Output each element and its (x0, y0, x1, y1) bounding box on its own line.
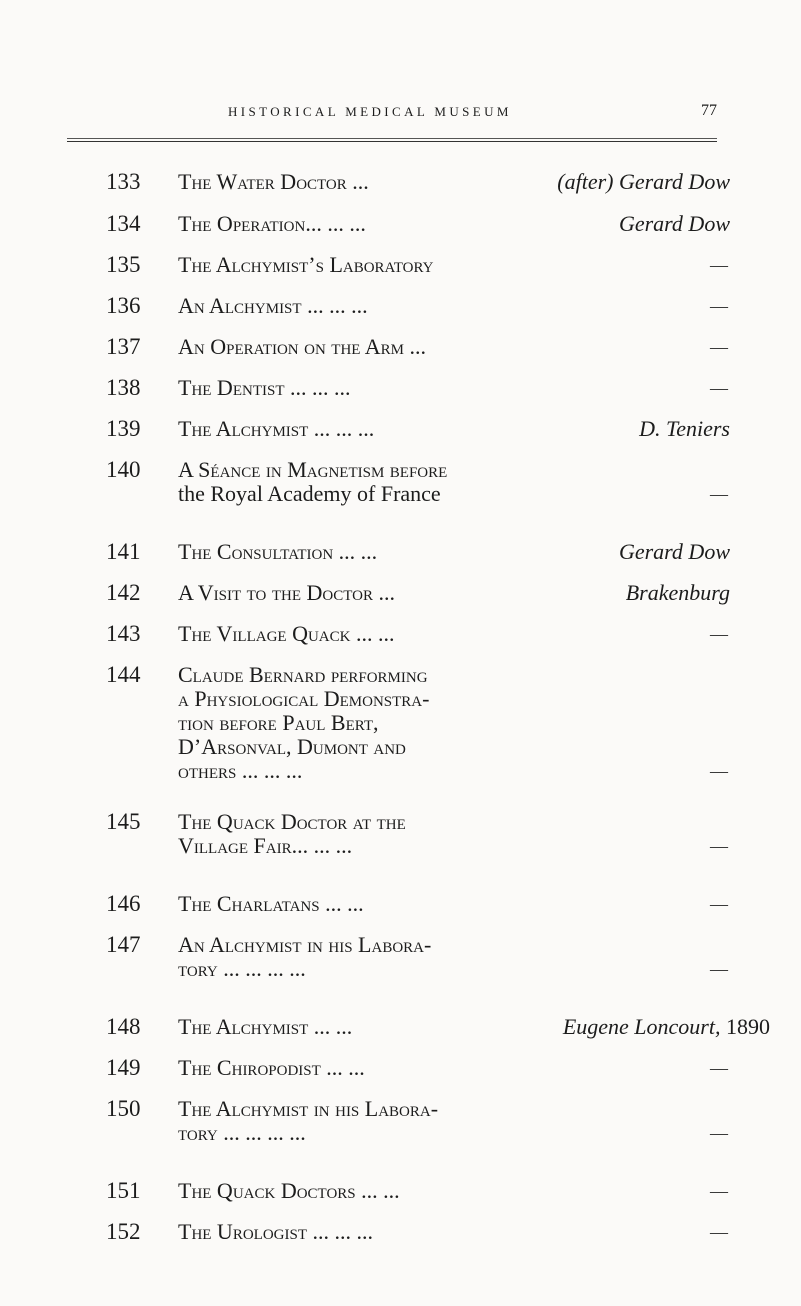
entry-attribution-text: D. Teniers (639, 416, 730, 441)
page-header (131, 104, 717, 124)
entry-title-line: The Quack Doctor at the (178, 809, 406, 834)
entry-title-line: The Urologist ... ... ... (178, 1219, 373, 1244)
entry-title-line: The Alchymist in his Labora- (178, 1096, 439, 1121)
entry-title (178, 458, 512, 506)
entry-title (178, 892, 512, 916)
entry-attribution (710, 957, 728, 981)
entry-number: 138 (106, 375, 141, 400)
entry-title-line: tory ... ... ... ... (178, 1120, 306, 1145)
entry-title-line: a Physiological Demonstra- (178, 686, 430, 711)
entry-title (178, 933, 512, 981)
entry-attribution (619, 540, 730, 564)
entry-attribution-text: — (710, 1181, 728, 1201)
header-rule-thin (67, 138, 717, 139)
entry-title (178, 663, 512, 783)
entry-attribution-text: — (710, 484, 728, 504)
entry-attribution-text: (after) Gerard Dow (557, 169, 730, 194)
entry-number: 146 (106, 891, 141, 916)
entry-attribution (710, 335, 728, 359)
entry-title-line: An Alchymist ... ... ... (178, 293, 368, 318)
entry-title-line: others ... ... ... (178, 758, 303, 783)
entry-attribution (710, 1179, 728, 1203)
entry-title-line: The Water Doctor ... (178, 169, 369, 194)
entry-title (178, 810, 512, 858)
entry-number: 148 (106, 1014, 141, 1039)
entry-number: 136 (106, 293, 141, 318)
entry-attribution-text: — (710, 296, 728, 316)
entry-number: 142 (106, 580, 141, 605)
entry-number: 144 (106, 662, 141, 687)
entry-attribution (710, 1220, 728, 1244)
entry-title (178, 1015, 512, 1039)
entry-title (178, 1056, 512, 1080)
entry-title-line: The Village Quack ... ... (178, 621, 395, 646)
entry-attribution-text: Eugene Loncourt, (562, 1014, 721, 1039)
entry-attribution (626, 581, 730, 605)
entry-title-line: The Quack Doctors ... ... (178, 1178, 400, 1203)
entry-title (178, 581, 512, 605)
entry-attribution-text: — (710, 378, 728, 398)
entry-attribution (710, 834, 728, 858)
entry-title (178, 1097, 512, 1145)
entry-attribution (619, 212, 730, 236)
entry-attribution-text: — (710, 1058, 728, 1078)
entry-number: 147 (106, 932, 141, 957)
entry-attribution-text: — (710, 1222, 728, 1242)
entry-title (178, 335, 512, 359)
entry-number: 133 (106, 169, 141, 194)
entry-attribution (710, 1056, 728, 1080)
entry-attribution (710, 1121, 728, 1145)
entry-title-line: The Alchymist ... ... ... (178, 416, 375, 441)
entry-title (178, 170, 512, 194)
entry-title-line: Village Fair... ... ... (178, 833, 353, 858)
entry-number: 135 (106, 252, 141, 277)
header-rule-thick (67, 141, 717, 142)
entry-attribution (639, 417, 730, 441)
entry-attribution (710, 253, 728, 277)
entry-attribution-text: Gerard Dow (618, 539, 730, 564)
entry-title (178, 294, 512, 318)
entry-attribution (710, 376, 728, 400)
entry-title-line: An Alchymist in his Labora- (178, 932, 432, 957)
entry-title (178, 376, 512, 400)
entry-attribution-text: — (710, 894, 728, 914)
entry-title (178, 417, 512, 441)
entry-number: 134 (106, 211, 141, 236)
entry-title-line: An Operation on the Arm ... (178, 334, 426, 359)
entry-attribution (710, 622, 728, 646)
entry-attribution (710, 759, 728, 783)
page-number: 77 (701, 102, 717, 119)
entry-attribution-text: — (710, 624, 728, 644)
entry-title-line: The Alchymist’s Laboratory (178, 252, 434, 277)
entry-title (178, 540, 512, 564)
entry-number: 141 (106, 539, 141, 564)
entry-attribution-year: 1890 (720, 1014, 770, 1039)
entry-number: 149 (106, 1055, 141, 1080)
entry-attribution (563, 1015, 770, 1039)
entry-title-line: D’Arsonval, Dumont and (178, 734, 406, 759)
entry-attribution (710, 892, 728, 916)
entry-attribution-text: — (710, 255, 728, 275)
entry-attribution-text: — (710, 761, 728, 781)
entry-title-line: The Consultation ... ... (178, 539, 378, 564)
running-head: HISTORICAL MEDICAL MUSEUM (228, 104, 512, 119)
entry-title-line: Claude Bernard performing (178, 662, 428, 687)
entry-attribution-text: — (710, 959, 728, 979)
entry-title (178, 622, 512, 646)
entry-title-line: the Royal Academy of France (178, 481, 441, 506)
entry-attribution (710, 294, 728, 318)
entry-number: 140 (106, 457, 141, 482)
entry-attribution-text: Gerard Dow (618, 211, 730, 236)
entry-title-line: tory ... ... ... ... (178, 956, 306, 981)
entry-number: 139 (106, 416, 141, 441)
entry-title-line: The Charlatans ... ... (178, 891, 364, 916)
entry-title-line: A Visit to the Doctor ... (178, 580, 395, 605)
entry-title-line: The Operation... ... ... (178, 211, 366, 236)
entry-attribution-text: Brakenburg (625, 580, 730, 605)
entry-number: 151 (106, 1178, 141, 1203)
entry-title-line: The Dentist ... ... ... (178, 375, 351, 400)
entry-attribution-text: — (710, 836, 728, 856)
entry-title-line: tion before Paul Bert, (178, 710, 379, 735)
entry-number: 143 (106, 621, 141, 646)
entry-attribution-text: — (710, 1123, 728, 1143)
entry-number: 152 (106, 1219, 141, 1244)
entry-number: 150 (106, 1096, 141, 1121)
entry-title-line: A Séance in Magnetism before (178, 457, 448, 482)
entry-title (178, 212, 512, 236)
entry-number: 137 (106, 334, 141, 359)
entry-number: 145 (106, 809, 141, 834)
entry-attribution (557, 170, 730, 194)
entry-attribution (710, 482, 728, 506)
entry-title (178, 1220, 512, 1244)
entry-attribution-text: — (710, 337, 728, 357)
entry-title-line: The Alchymist ... ... (178, 1014, 353, 1039)
entry-title (178, 253, 512, 277)
entry-title (178, 1179, 512, 1203)
entry-title-line: The Chiropodist ... ... (178, 1055, 365, 1080)
